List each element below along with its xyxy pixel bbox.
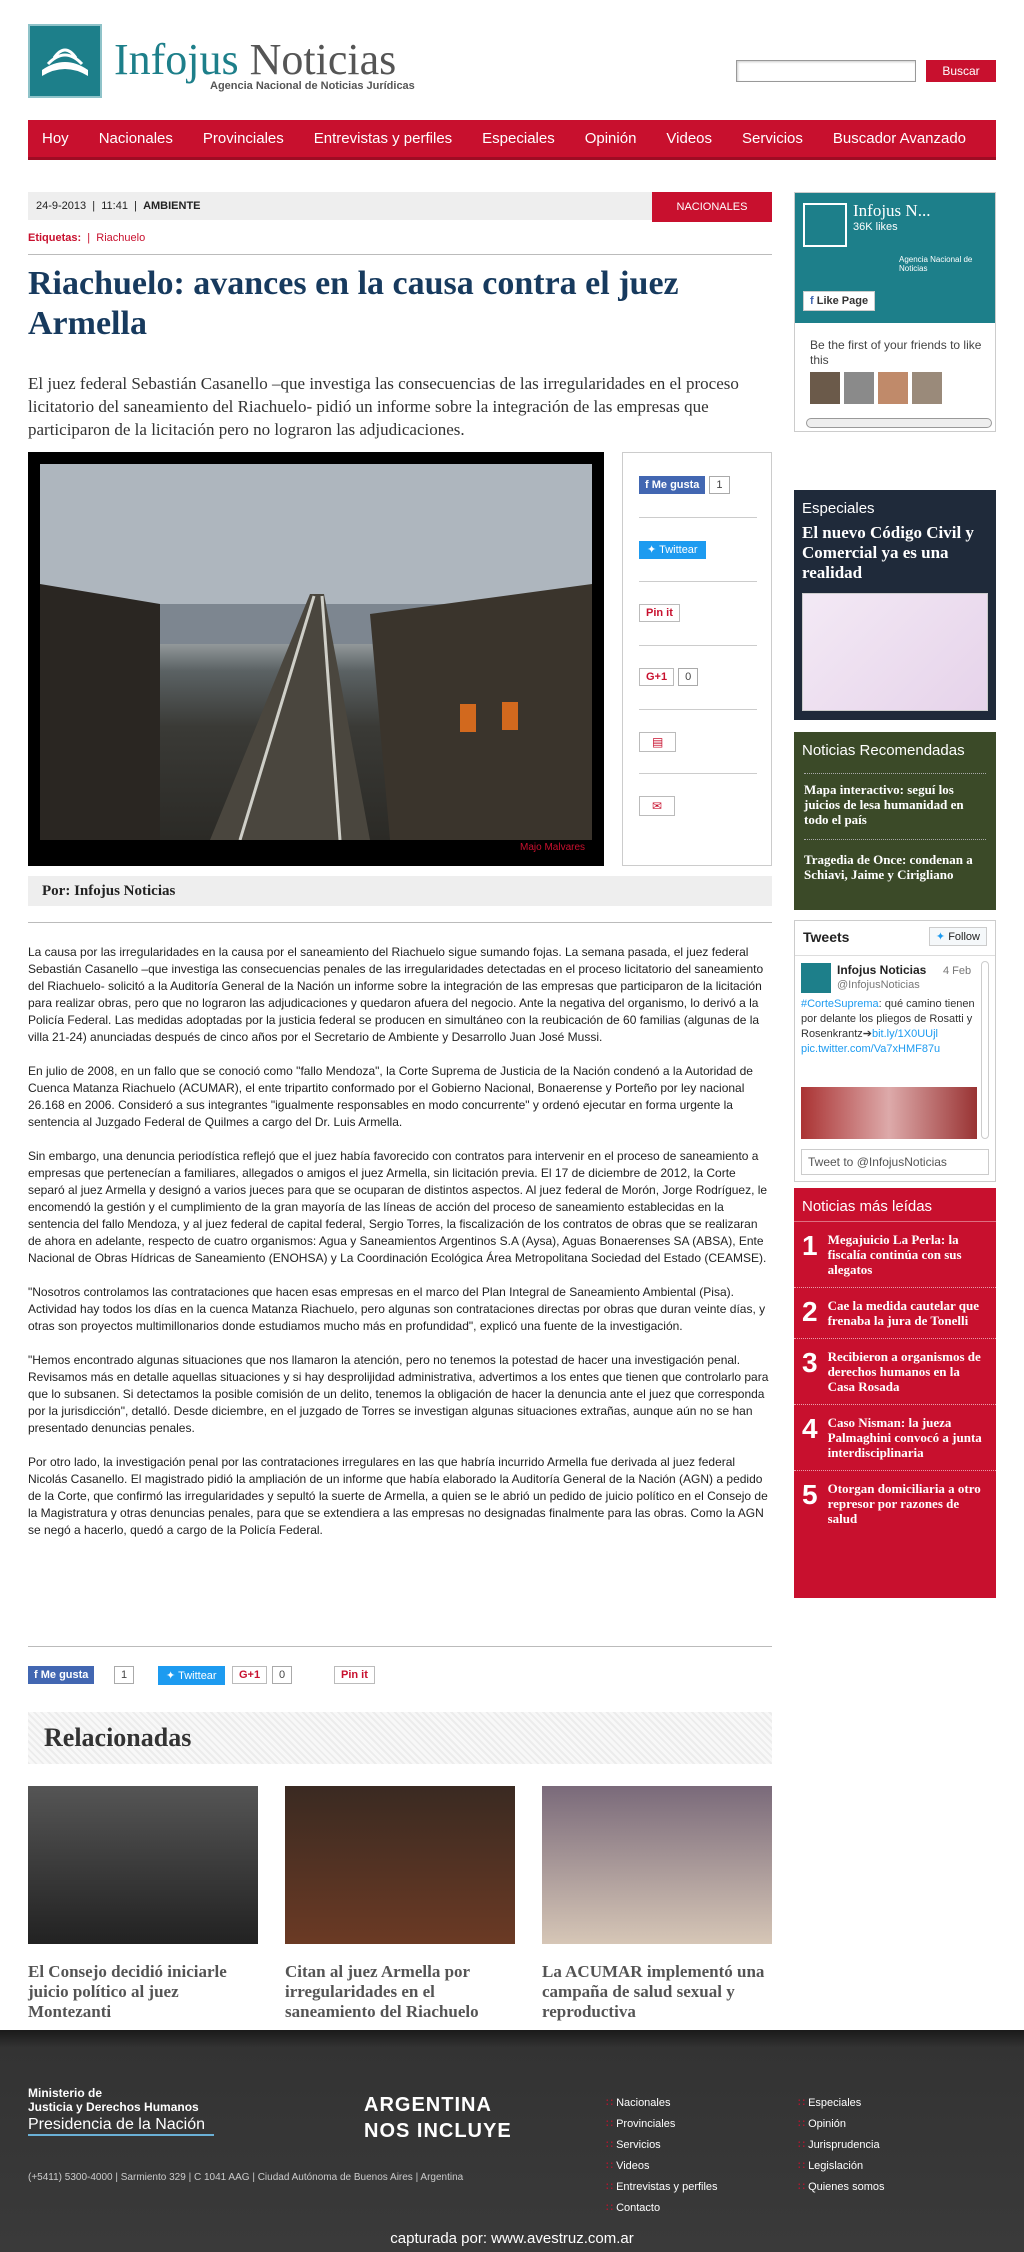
- article-category: AMBIENTE: [143, 200, 201, 212]
- recomendadas-title: Noticias Recomendadas: [802, 742, 965, 759]
- ranked-item[interactable]: [794, 1222, 996, 1288]
- presidencia-text: Presidencia de la Nación: [28, 2118, 214, 2136]
- footer-contact: (+5411) 5300-4000 | Sarmiento 329 | C 1041 AAG | Ciudad Autónoma de Buenos Aires | Argentina: [28, 2172, 464, 2183]
- footer-link[interactable]: ∷ Contacto: [606, 2201, 718, 2214]
- facebook-cover[interactable]: [795, 193, 995, 323]
- like-label: Me gusta: [651, 479, 700, 491]
- tweets-scrollbar[interactable]: [981, 961, 989, 1139]
- argentina-logo[interactable]: [364, 2092, 512, 2144]
- brand-word-noticias: Noticias: [249, 35, 397, 84]
- tweet-text: [801, 997, 977, 1057]
- twitter-timeline-widget: [794, 920, 996, 1182]
- tweet-handle[interactable]: @InfojusNoticias: [837, 979, 920, 991]
- rank-number: 1: [802, 1230, 818, 1261]
- gplus-button-bottom[interactable]: G+1: [232, 1666, 267, 1684]
- twitter-bird-icon: ✦: [935, 931, 946, 943]
- nav-item-nacionales[interactable]: Nacionales: [98, 130, 173, 147]
- tweet-media[interactable]: [801, 1087, 977, 1139]
- rank-title[interactable]: Megajuicio La Perla: la fiscalía continúa con sus alegatos: [827, 1232, 962, 1277]
- rank-number: 5: [802, 1479, 818, 1510]
- tweets-title: Tweets: [803, 929, 850, 945]
- tweet-label: Twittear: [659, 544, 698, 556]
- tag-link[interactable]: Riachuelo: [96, 232, 146, 244]
- footer-links-col2: [798, 2096, 885, 2201]
- avatar[interactable]: [912, 372, 942, 404]
- tweet-avatar[interactable]: [801, 963, 831, 993]
- fb-scrollbar[interactable]: [806, 418, 992, 428]
- section-badge[interactable]: NACIONALES: [652, 192, 772, 222]
- rank-title[interactable]: Caso Nisman: la jueza Palmaghini convocó a junta interdisciplinaria: [827, 1415, 982, 1460]
- related-caption[interactable]: Citan al juez Armella por irregularidades en el saneamiento del Riachuelo: [285, 1962, 479, 2021]
- rank-title[interactable]: Cae la medida cautelar que frenaba la jura de Tonelli: [827, 1298, 979, 1328]
- site-footer: [0, 2030, 1024, 2252]
- ranked-item[interactable]: [794, 1288, 996, 1339]
- twitter-follow-button[interactable]: [929, 927, 987, 946]
- photo-credit: Majo Malvares: [520, 842, 586, 853]
- ministry-line: Justicia y Derechos Humanos: [28, 2100, 199, 2114]
- ranked-item[interactable]: [794, 1339, 996, 1405]
- envelope-icon: ✉: [652, 799, 663, 813]
- pin-it-button-bottom[interactable]: Pin it: [334, 1666, 375, 1684]
- fb-friend-avatars: [810, 372, 950, 404]
- related-heading: Relacionadas: [28, 1712, 772, 1764]
- mas-leidas-title: Noticias más leídas: [794, 1188, 996, 1222]
- article-lead: El juez federal Sebastián Casanello –que investiga las consecuencias de las irregularidades en el proceso licitatorio del saneamiento del Riachuelo- pidió un informe sobre la integración de las empresas que participaron de la licitación pero no lograron las adjudicaciones.: [28, 374, 739, 439]
- recomendadas-widget: [794, 732, 996, 910]
- facebook-like-button[interactable]: [639, 476, 705, 494]
- rank-number: 4: [802, 1413, 818, 1444]
- tweet-body: : qué camino tienen por delante los pliegos de Rosatti y Rosenkrantz➔: [801, 998, 975, 1040]
- related-item[interactable]: [542, 1786, 772, 2022]
- article-photo[interactable]: [40, 464, 592, 840]
- related-caption[interactable]: El Consejo decidió iniciarle juicio político al juez Montezanti: [28, 1962, 227, 2021]
- tweet-link[interactable]: bit.ly/1X0UUjl: [871, 1028, 938, 1040]
- fb-page-name[interactable]: Infojus N...: [853, 201, 931, 220]
- like-label: Me gusta: [40, 1669, 89, 1681]
- footer-link[interactable]: ∷ Nacionales: [606, 2096, 718, 2109]
- gplus-count-bottom: 0: [272, 1666, 292, 1684]
- related-item[interactable]: [28, 1786, 258, 2022]
- recomendada-item[interactable]: Tragedia de Once: condenan a Schiavi, Jaime y Cirigliano: [804, 839, 986, 882]
- fb-friends-text: Be the first of your friends to like this: [810, 338, 982, 367]
- like-count: 1: [709, 476, 729, 494]
- facebook-icon: f: [645, 479, 649, 491]
- gplus-button[interactable]: G+1: [639, 668, 674, 686]
- tweet-compose-box[interactable]: Tweet to @InfojusNoticias: [801, 1149, 989, 1175]
- main-nav: [28, 120, 996, 160]
- body-paragraph: Sin embargo, una denuncia periodística reflejó que el juez había favorecido con contratos para intervenir en el proceso de saneamiento a empresas que pertenecían a familiares, allegados o amigos el juez Armella, sin licitación previa. El 17 de diciembre de 2012, la Corte separó al juez Armella y designó a varios jueces para que se ocuparan de distintos aspectos. Al juez federal de Morón, Jorge Rodríguez, le encomendó la gestión y el cumplimiento de la gran mayoría de las líneas de acción del proceso de saneamiento establecidas en la sentencia del fallo Mendoza, y al juez federal de capital federal, Sergio Torres, la fiscalización de los contratos de obras que se realizaran de ahora en adelante, respecto de cuatro organismos: Agua y Saneamientos Argentinos S.A (Aysa), Aguas Bonaerenses SA (ABSA), Ente Nacional de Obras Hídricas de Saneamiento (ENOHSA) y La Coordinación Ecológica Área Metropolitana Sociedad del Estado (CEAMSE).: [28, 1149, 768, 1265]
- ranked-item[interactable]: [794, 1405, 996, 1471]
- facebook-like-button-bottom[interactable]: [28, 1666, 94, 1684]
- related-caption[interactable]: La ACUMAR implementó una campaña de salud sexual y reproductiva: [542, 1962, 765, 2021]
- article-body: [28, 944, 772, 1556]
- fb-likes-count: 36K likes: [853, 221, 898, 233]
- especiales-title: Especiales: [802, 500, 875, 517]
- book-logo-icon: [30, 26, 100, 96]
- rank-number: 2: [802, 1296, 818, 1327]
- body-paragraph: "Nosotros controlamos las contrataciones que hacen esas empresas en el marco del Plan Integral de Saneamiento Ambiental (Pisa). Actividad hay todos los días en la cuenca Matanza Riachuelo, pero algunas son contrataciones directas por obras que duran veinte días, y otras son proyectos multimillonarios donde estudiamos mucho más en profundidad", explicó una fuente de la investigación.: [28, 1285, 766, 1333]
- like-count-bottom: 1: [114, 1666, 134, 1684]
- divider: [28, 254, 772, 255]
- related-thumbnail[interactable]: [285, 1786, 515, 1944]
- pin-it-button[interactable]: Pin it: [639, 604, 680, 622]
- railway-photo-icon: [40, 464, 592, 840]
- rank-title[interactable]: Recibieron a organismos de derechos humanos en la Casa Rosada: [827, 1349, 981, 1394]
- search-button[interactable]: Buscar: [926, 60, 996, 82]
- tweet-hashtag[interactable]: #CorteSuprema: [801, 998, 879, 1010]
- argentina-line: NOS INCLUYE: [364, 2120, 512, 2142]
- related-item[interactable]: [285, 1786, 515, 2022]
- tweet-user[interactable]: Infojus Noticias: [837, 963, 927, 977]
- tweet-button-bottom[interactable]: [158, 1666, 225, 1685]
- footer-link[interactable]: ∷ Entrevistas y perfiles: [606, 2180, 718, 2193]
- footer-link[interactable]: ∷ Jurisprudencia: [798, 2138, 885, 2151]
- tweet-label: Twittear: [178, 1670, 217, 1682]
- divider: [639, 517, 757, 518]
- divider: [639, 709, 757, 710]
- twitter-bird-icon: ✦: [647, 544, 657, 556]
- nav-item-provinciales[interactable]: Provinciales: [202, 130, 284, 147]
- tweet-media-link[interactable]: pic.twitter.com/Va7xHMF87u: [801, 1043, 941, 1055]
- search-input[interactable]: [736, 60, 916, 82]
- divider: [639, 645, 757, 646]
- ministry-logo[interactable]: [28, 2086, 214, 2136]
- especiales-widget: [794, 490, 996, 720]
- nav-item-buscador[interactable]: Buscador Avanzado: [832, 130, 967, 147]
- tags-row: Etiquetas: | Riachuelo: [28, 232, 146, 244]
- divider: [795, 955, 995, 956]
- avatar[interactable]: [878, 372, 908, 404]
- printer-icon: ▤: [652, 735, 664, 749]
- divider: [28, 922, 772, 923]
- follow-label: Follow: [948, 931, 980, 943]
- email-button[interactable]: [639, 796, 675, 816]
- page-avatar[interactable]: [803, 203, 847, 247]
- body-paragraph: Por otro lado, la investigación penal por las contrataciones irregulares en las que habría incurrido Armella fue derivada al juez federal Nicolás Casanello. El magistrado pidió la ampliación de un informe que había elaborado la Auditoría General de la Nación (AGN) a pedido de la Corte, que confirmó las irregularidades y sepultó la suerte de Armella, a quien se le abrió un pedido de juicio político en el Consejo de la Magistratura y otras denuncias penales, para que se extendiera a las empresas no designadas finalmente para las obras. Como la AGN se negó a hacerlo, quedó a cargo de la Policía Federal.: [28, 1455, 768, 1537]
- avatar[interactable]: [810, 372, 840, 404]
- capture-credit: capturada por: www.avestruz.com.ar: [390, 2230, 634, 2247]
- related-thumbnail[interactable]: [28, 1786, 258, 1944]
- especiales-image[interactable]: [802, 593, 988, 711]
- fb-like-page-button[interactable]: [803, 291, 875, 311]
- facebook-icon: f: [34, 1669, 38, 1681]
- nav-item-opinion[interactable]: Opinión: [584, 130, 637, 147]
- like-page-label: Like Page: [816, 295, 869, 307]
- brand-word-infojus: Infojus: [114, 35, 239, 84]
- site-brand[interactable]: [114, 34, 396, 85]
- divider: [28, 1646, 772, 1647]
- body-paragraph: La causa por las irregularidades en la causa por el saneamiento del Riachuelo sigue sumando fojas. La semana pasada, el juez federal Sebastián Casanello –que investiga las consecuencias penales de las irregularidades detectadas en el proceso licitatorio del saneamiento del Riachuelo- solicitó a la Auditoría General de la Nación un informe sobre la integración de las empresas que participaron de la licitación para realizar obras, pero que no lograron las adjudicaciones y quedaron afuera del negocio. Ante la negativa del organismo, lo derivó a la Policía Federal. Las medidas adoptadas por la justicia federal se producen en simultáneo con la reubicación de 60 familias (algunas de la villa 21-24) anunciadas después de cinco años por el Secretario de Ambiente y Desarrollo Juan José Mussi.: [28, 945, 764, 1044]
- footer-link[interactable]: ∷ Quienes somos: [798, 2180, 885, 2193]
- tweet-button[interactable]: [639, 541, 706, 559]
- print-button[interactable]: [639, 732, 676, 752]
- article-meta-bar: 24-9-2013 | 11:41 | AMBIENTE: [28, 192, 772, 220]
- share-column: [622, 452, 772, 866]
- fb-cover-text: Agencia Nacional de Noticias: [899, 255, 973, 273]
- body-paragraph: "Hemos encontrado algunas situaciones que nos llamaron la atención, pero no tenemos la potestad de hacer una investigación penal. Revisamos más en detalle aquellas situaciones y si hay desprolijidad administrativa, advertimos a los entes que tienen que controlarlo para que lo subsanen. Si detectamos la posible comisión de un delito, tenemos la obligación de hacer la denuncia ante el juez que corresponda por la jurisdicción", detalló. Desde diciembre, en el juzgado de Torres se investigan algunas situaciones extrañas, aunque aún no se han presentado denuncias penales.: [28, 1353, 769, 1435]
- nav-item-entrevistas[interactable]: Entrevistas y perfiles: [313, 130, 453, 147]
- article-date: 24-9-2013: [36, 200, 87, 212]
- body-paragraph: En julio de 2008, en un fallo que se conoció como "fallo Mendoza", la Corte Suprema de Justicia de la Nación condenó a la Autoridad de Cuenca Matanza Riachuelo (ACUMAR), el ente tripartito conformado por el Gobierno Nacional, Bonaerense y Porteño por ley nacional 26.168 en 2006. Consideró a sus integrantes "igualmente responsables en modo concurrente" y ordenó ejecutar en forma urgente la sentencia al Juzgado Federal de Quilmes a cargo del Dr. Luis Armella.: [28, 1064, 753, 1129]
- twitter-bird-icon: ✦: [166, 1670, 176, 1682]
- facebook-icon: f: [810, 295, 814, 307]
- divider: [639, 773, 757, 774]
- site-tagline: Agencia Nacional de Noticias Jurídicas: [210, 80, 415, 92]
- article-title: Riachuelo: avances en la causa contra el juez Armella: [28, 265, 679, 342]
- footer-link[interactable]: ∷ Servicios: [606, 2138, 718, 2151]
- footer-links-col1: [606, 2096, 718, 2222]
- divider: [639, 581, 757, 582]
- ministry-line: Ministerio de: [28, 2086, 103, 2100]
- especiales-headline[interactable]: El nuevo Código Civil y Comercial ya es una realidad: [802, 523, 974, 582]
- footer-link[interactable]: ∷ Legislación: [798, 2159, 885, 2172]
- gplus-count: 0: [678, 668, 698, 686]
- rank-title[interactable]: Otorgan domiciliaria a otro represor por razones de salud: [827, 1481, 981, 1526]
- tags-label: Etiquetas:: [28, 232, 82, 244]
- recomendada-item[interactable]: Mapa interactivo: seguí los juicios de lesa humanidad en todo el país: [804, 773, 986, 827]
- article-time: 11:41: [101, 200, 128, 212]
- footer-link[interactable]: ∷ Especiales: [798, 2096, 885, 2109]
- bottom-share-bar: [28, 1666, 772, 1690]
- tweet-date[interactable]: 4 Feb: [943, 965, 972, 977]
- argentina-line: ARGENTINA: [364, 2094, 492, 2116]
- site-logo[interactable]: [28, 24, 102, 98]
- footer-link[interactable]: ∷ Opinión: [798, 2117, 885, 2130]
- footer-link[interactable]: ∷ Provinciales: [606, 2117, 718, 2130]
- avatar[interactable]: [844, 372, 874, 404]
- footer-link[interactable]: ∷ Videos: [606, 2159, 718, 2172]
- nav-item-videos[interactable]: Videos: [666, 130, 713, 147]
- mas-leidas-widget: [794, 1188, 996, 1598]
- nav-item-especiales[interactable]: Especiales: [482, 130, 555, 147]
- related-thumbnail[interactable]: [542, 1786, 772, 1944]
- article-byline: Por: Infojus Noticias: [28, 876, 772, 906]
- rank-number: 3: [802, 1347, 818, 1378]
- nav-item-hoy[interactable]: Hoy: [42, 130, 69, 147]
- ranked-item[interactable]: [794, 1471, 996, 1536]
- nav-item-servicios[interactable]: Servicios: [742, 130, 803, 147]
